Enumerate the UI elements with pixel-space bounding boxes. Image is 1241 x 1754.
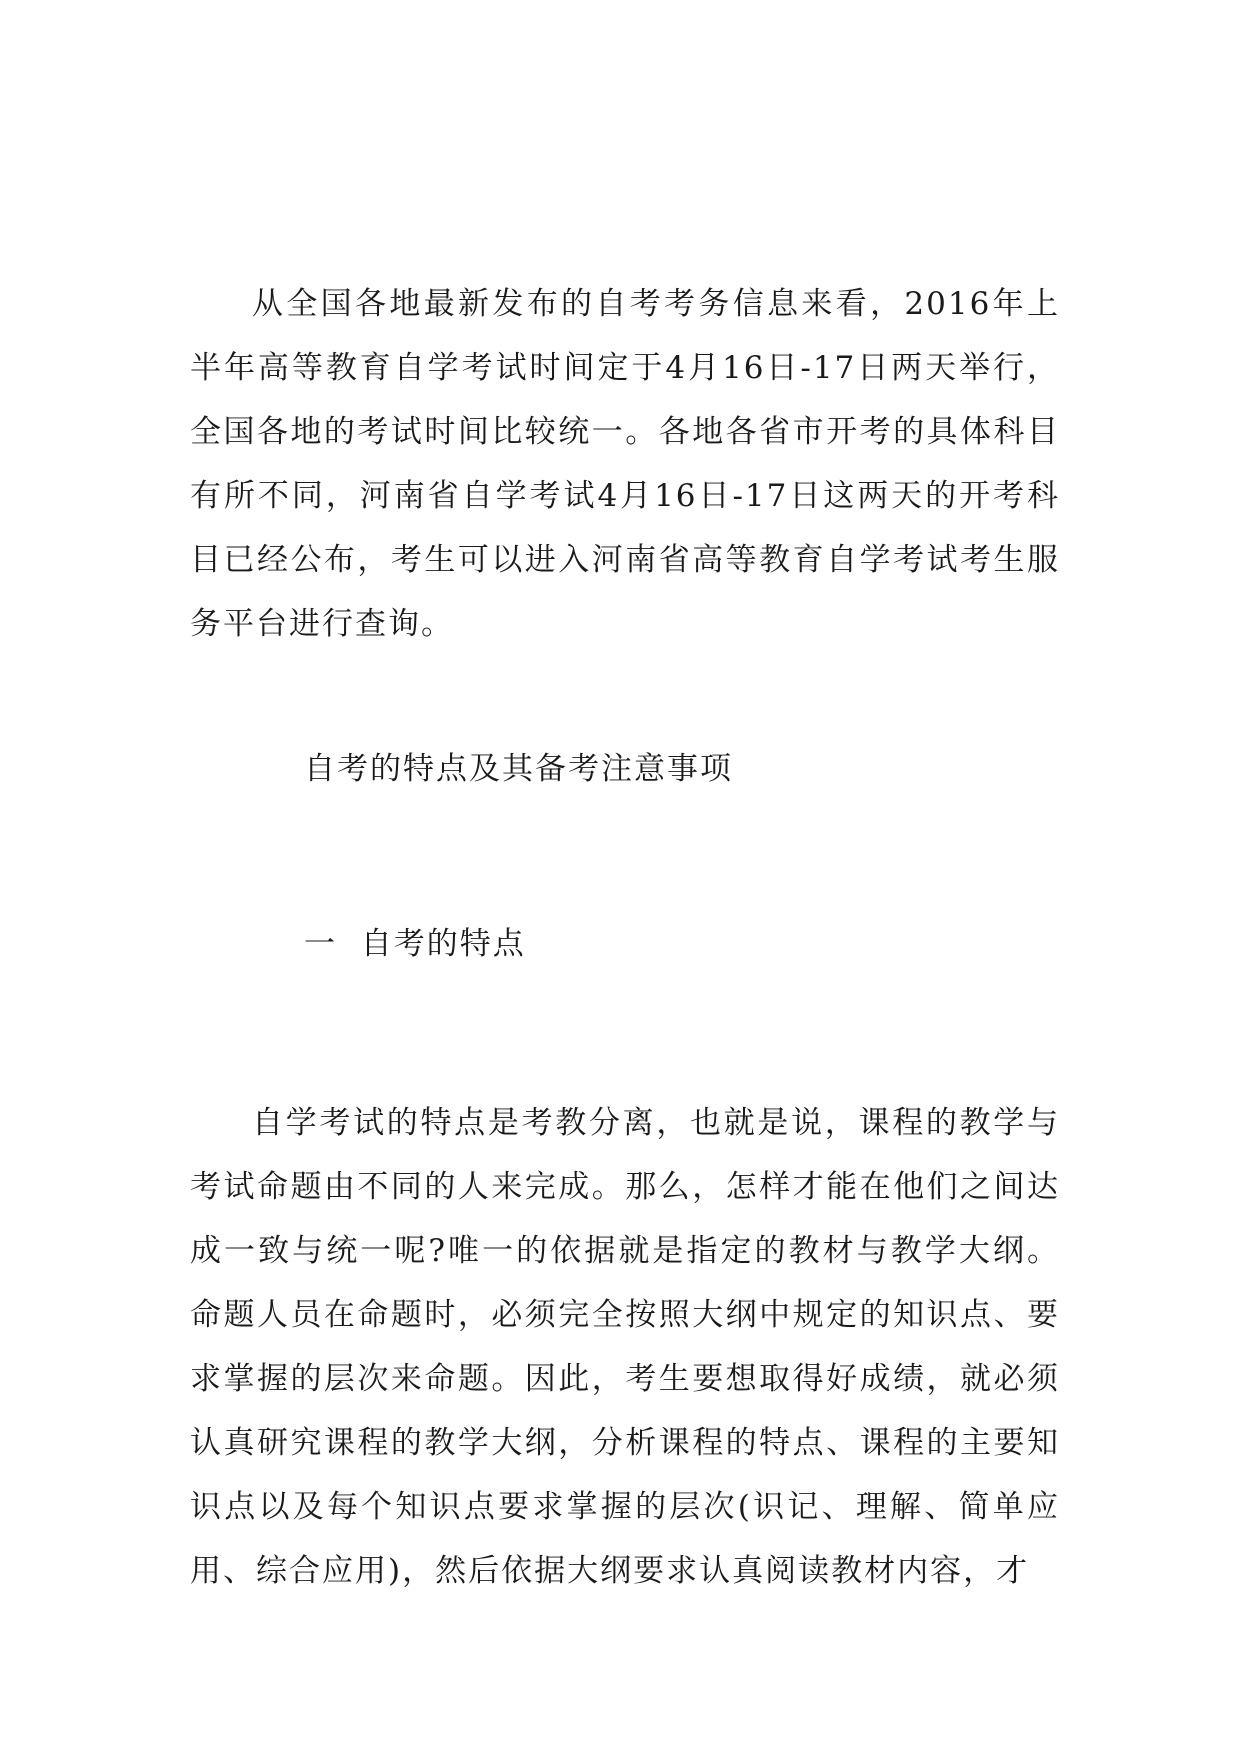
body-paragraph: 自学考试的特点是考教分离，也就是说，课程的教学与考试命题由不同的人来完成。那么，怎样才能在他们之间达成一致与统一呢?唯一的依据就是指定的教材与教学大纲。命题人员在命题时，必须完全按照大纲中规定的知识点、要求掌握的层次来命题。因此，考生要想取得好成绩，就必须认真研究课程的教学大纲，分析课程的特点、课程的主要知识点以及每个知识点要求掌握的层次(识记、理解、简单应用、综合应用)，然后依据大纲要求认真阅读教材内容，才	[190, 1105, 1060, 1589]
section-heading: 自考的特点及其备考注意事项	[304, 751, 733, 787]
subsection-heading: 一 自考的特点	[304, 926, 526, 962]
intro-paragraph: 从全国各地最新发布的自考考务信息来看，2016年上半年高等教育自学考试时间定于4月16日-17日两天举行，全国各地的考试时间比较统一。各地各省市开考的具体科目有所不同，河南省自学考试4月16日-17日这两天的开考科目已经公布，考生可以进入河南省高等教育自学考试考生服务平台进行查询。	[190, 286, 1060, 642]
